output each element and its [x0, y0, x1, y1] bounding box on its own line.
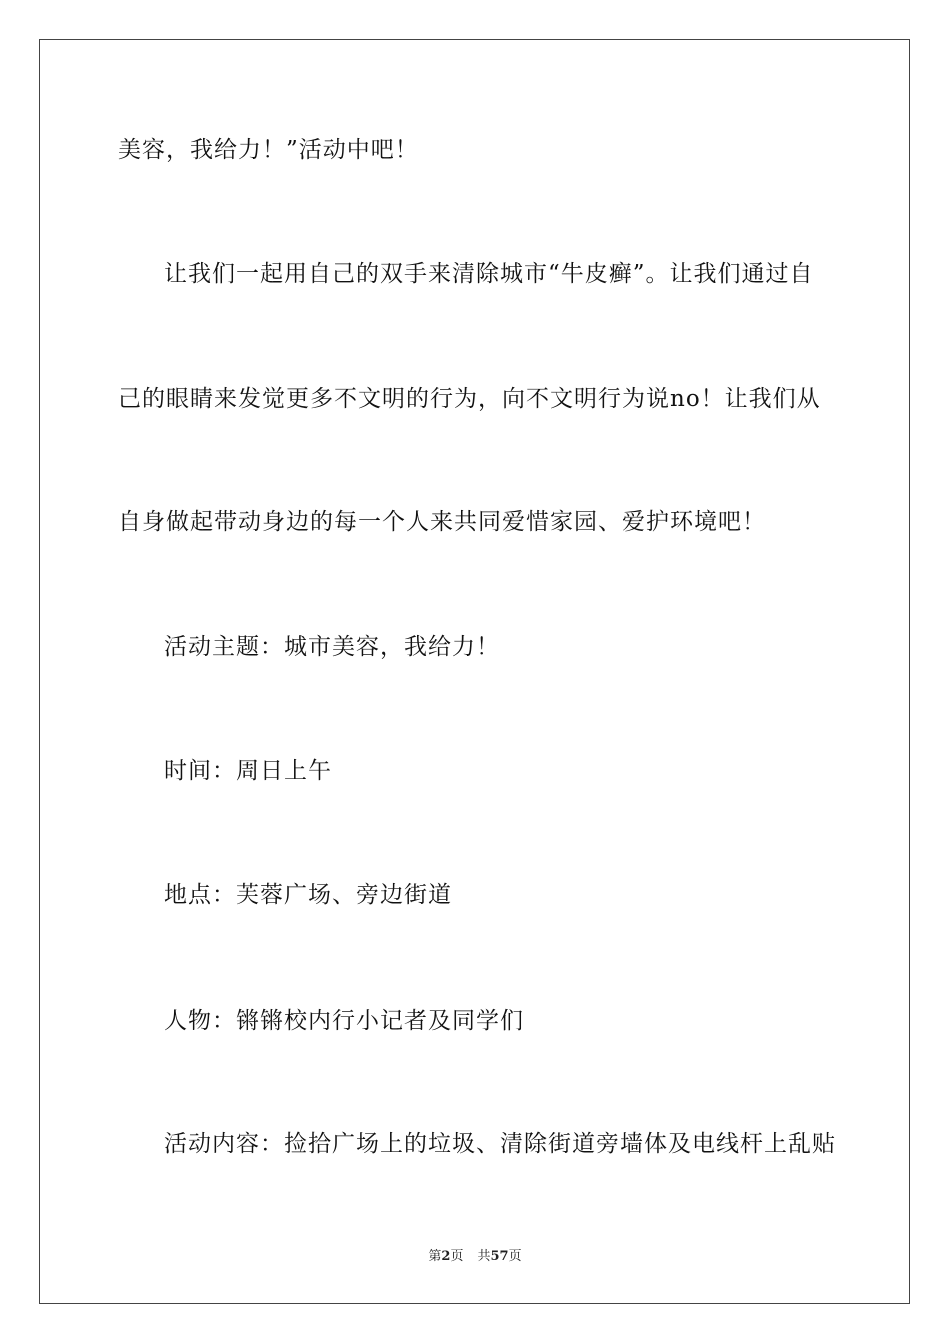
activity-location: 地点：芙蓉广场、旁边街道 — [164, 882, 452, 908]
page-prefix: 第 — [428, 1249, 442, 1264]
total-pages: 57 — [490, 1249, 509, 1264]
body-line-4: 自身做起带动身边的每一个人来共同爱惜家园、爱护环境吧！ — [118, 509, 766, 535]
total-prefix: 共 — [477, 1249, 491, 1264]
activity-time: 时间：周日上午 — [164, 758, 332, 784]
activity-theme: 活动主题：城市美容，我给力！ — [164, 634, 500, 660]
activity-content: 活动内容：捡拾广场上的垃圾、清除街道旁墙体及电线杆上乱贴 — [164, 1131, 836, 1157]
page-suffix: 页 — [450, 1249, 464, 1264]
total-suffix: 页 — [508, 1249, 522, 1264]
activity-people: 人物：锵锵校内行小记者及同学们 — [164, 1008, 524, 1034]
body-line-2: 让我们一起用自己的双手来清除城市“牛皮癣”。让我们通过自 — [164, 261, 814, 287]
body-line-1: 美容，我给力！”活动中吧！ — [118, 137, 419, 163]
page-number: 2 — [441, 1249, 451, 1264]
page-border — [39, 39, 910, 1304]
page-footer — [0, 1248, 950, 1266]
body-line-3: 己的眼睛来发觉更多不文明的行为，向不文明行为说no！让我们从 — [118, 386, 821, 412]
